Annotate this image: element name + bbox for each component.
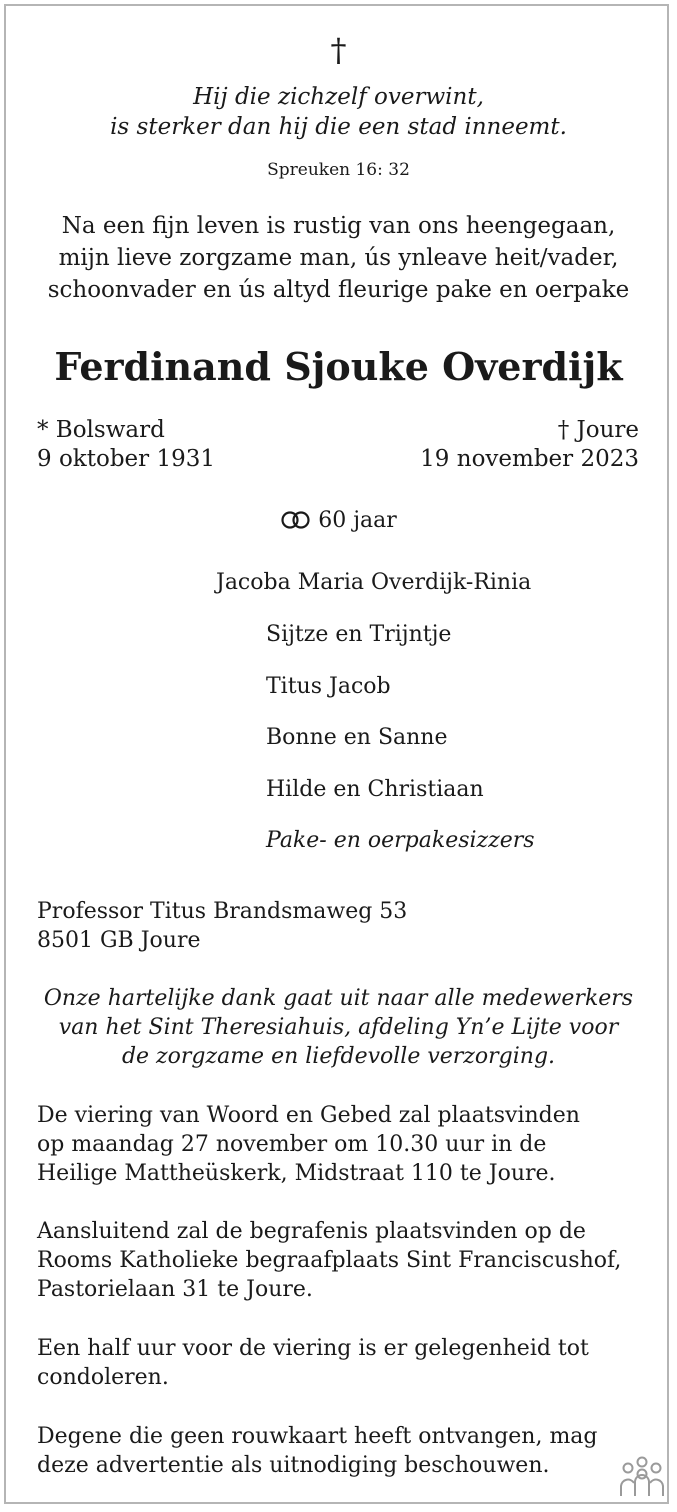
address-line: Professor Titus Brandsmaweg 53 bbox=[37, 899, 408, 924]
thanks-text bbox=[0, 984, 677, 1071]
death-date: 19 november 2023 bbox=[420, 446, 639, 472]
address bbox=[37, 897, 407, 955]
condolence-text bbox=[37, 1334, 589, 1392]
intro-text bbox=[0, 210, 677, 306]
spouse-name: Jacoba Maria Overdijk-Rinia bbox=[216, 570, 532, 595]
birth-date: 9 oktober 1931 bbox=[37, 446, 215, 472]
people-group-icon bbox=[618, 1456, 666, 1498]
condolence-line: condoleren. bbox=[37, 1365, 169, 1390]
ceremony-line: De viering van Woord en Gebed zal plaatsvinden bbox=[37, 1103, 580, 1128]
thanks-line: Onze hartelijke dank gaat uit naar alle medewerkers bbox=[43, 986, 634, 1011]
deceased-name: Ferdinand Sjouke Overdijk bbox=[54, 344, 623, 389]
ceremony-line: Heilige Mattheüskerk, Midstraat 110 te Joure. bbox=[37, 1161, 556, 1186]
cross-symbol: † bbox=[330, 31, 347, 69]
family-member: Bonne en Sanne bbox=[266, 725, 448, 750]
wedding-rings-icon bbox=[280, 510, 312, 530]
invitation-text bbox=[37, 1422, 598, 1480]
birth-info bbox=[37, 416, 215, 474]
burial-text bbox=[37, 1217, 621, 1304]
thanks-line: de zorgzame en liefdevolle verzorging. bbox=[121, 1044, 556, 1069]
burial-line: Rooms Katholieke begraafplaats Sint Franciscushof, bbox=[37, 1248, 622, 1273]
family-member: Hilde en Christiaan bbox=[266, 777, 484, 802]
invitation-line: deze advertentie als uitnodiging beschouwen. bbox=[37, 1453, 550, 1478]
family-member: Sijtze en Trijntje bbox=[266, 622, 452, 647]
ceremony-line: op maandag 27 november om 10.30 uur in de bbox=[37, 1132, 547, 1157]
ceremony-text bbox=[37, 1101, 580, 1188]
condolence-line: Een half uur voor de viering is er gelegenheid tot bbox=[37, 1336, 589, 1361]
invitation-line: Degene die geen rouwkaart heeft ontvangen, mag bbox=[37, 1424, 598, 1449]
birth-place: * Bolsward bbox=[37, 417, 165, 443]
address-line: 8501 GB Joure bbox=[37, 928, 201, 953]
death-place: † Joure bbox=[557, 417, 639, 443]
motto-line: is sterker dan hij die een stad inneemt. bbox=[110, 114, 567, 140]
motto-line: Hij die zichzelf overwint, bbox=[193, 84, 484, 110]
motto bbox=[0, 82, 677, 142]
verse-reference: Spreuken 16: 32 bbox=[267, 160, 410, 180]
family-member: Titus Jacob bbox=[266, 674, 391, 699]
burial-line: Pastorielaan 31 te Joure. bbox=[37, 1277, 313, 1302]
intro-line: Na een fijn leven is rustig van ons heengegaan, bbox=[61, 213, 616, 239]
thanks-line: van het Sint Theresiahuis, afdeling Yn’e Lijte voor bbox=[58, 1015, 619, 1040]
intro-line: mijn lieve zorgzame man, ús ynleave heit/vader, bbox=[58, 245, 619, 271]
death-info bbox=[420, 416, 639, 474]
burial-line: Aansluitend zal de begrafenis plaatsvinden op de bbox=[37, 1219, 586, 1244]
marriage-duration bbox=[0, 506, 677, 536]
marriage-years: 60 jaar bbox=[318, 508, 397, 533]
grandchildren: Pake- en oerpakesizzers bbox=[266, 828, 535, 853]
intro-line: schoonvader en ús altyd fleurige pake en oerpake bbox=[47, 277, 630, 303]
